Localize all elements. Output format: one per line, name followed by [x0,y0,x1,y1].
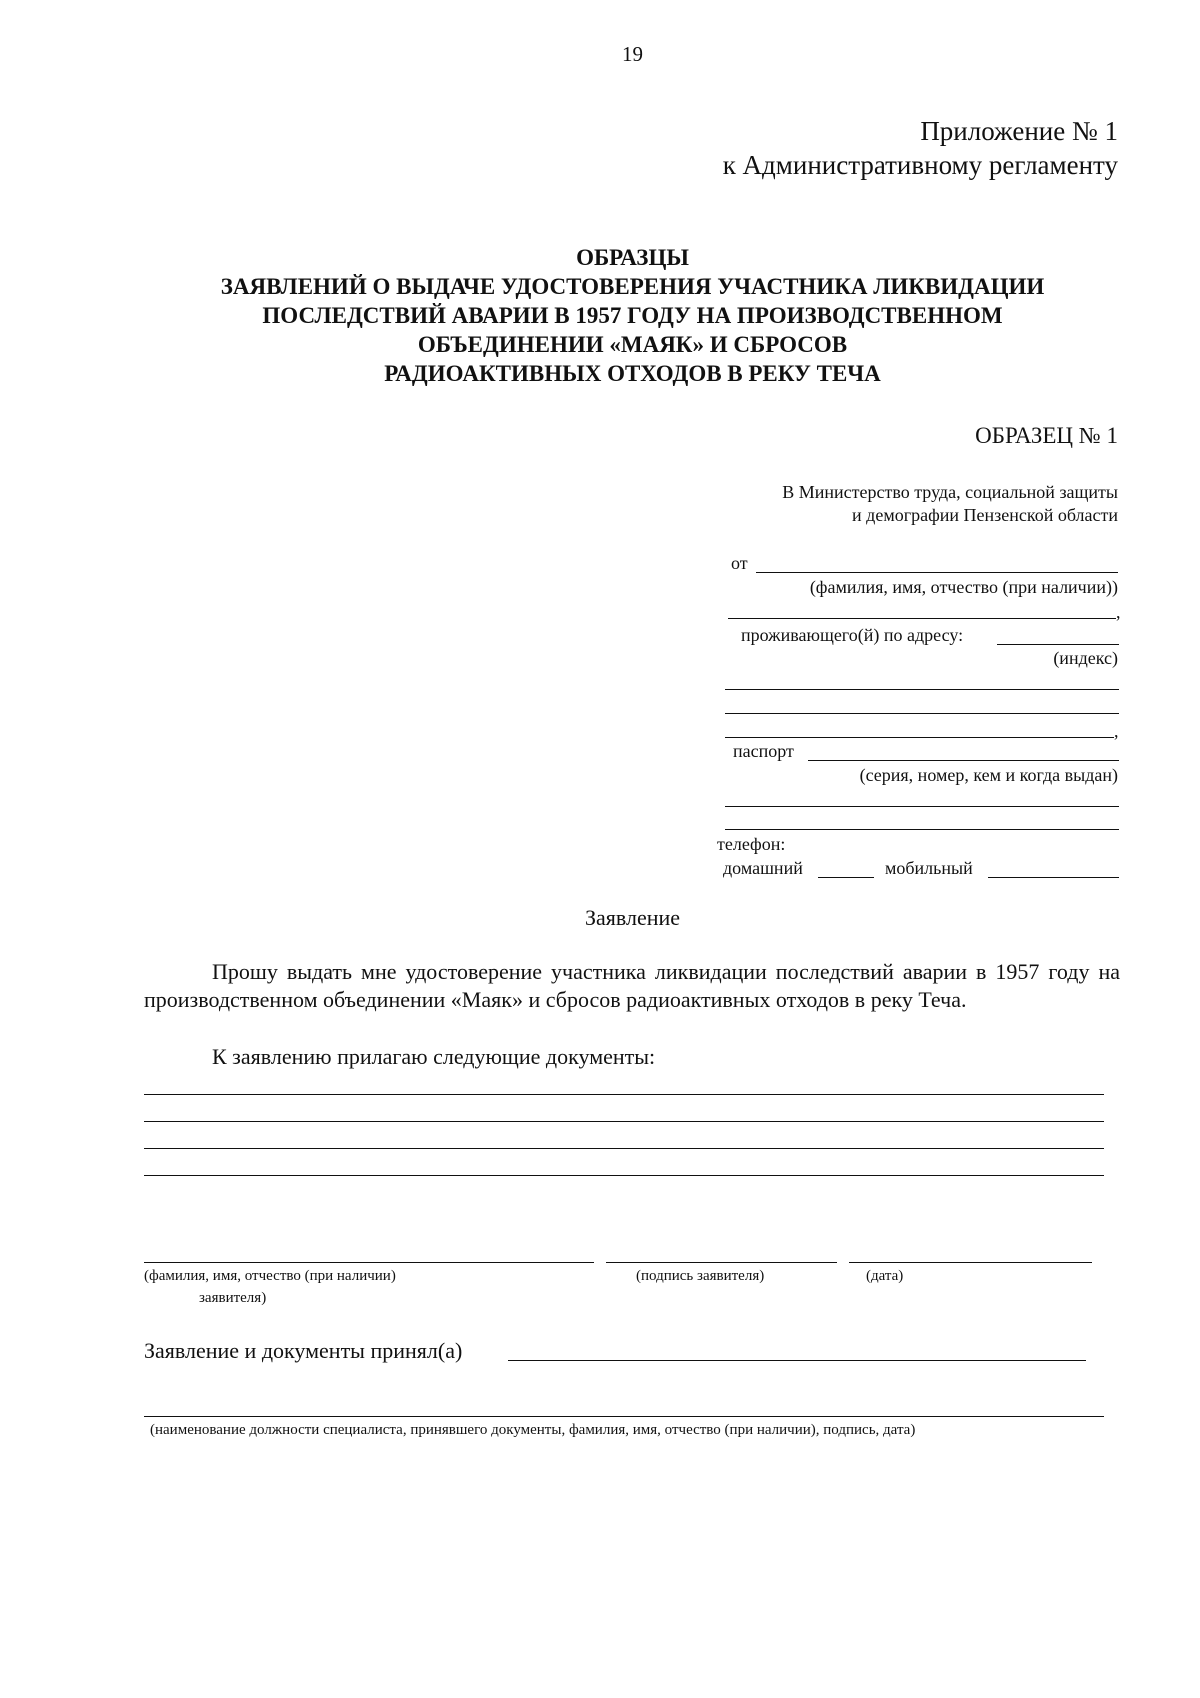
index-hint: (индекс) [1053,648,1118,668]
page-number: 19 [622,42,643,66]
sample-number: ОБРАЗЕЦ № 1 [975,423,1118,448]
acceptance-field[interactable] [508,1360,1086,1361]
signature-hint: (подпись заявителя) [636,1268,765,1284]
documents-field-2[interactable] [144,1121,1104,1122]
mobile-phone-field[interactable] [988,877,1119,878]
heading-line-2: ЗАЯВЛЕНИЙ О ВЫДАЧЕ УДОСТОВЕРЕНИЯ УЧАСТНИКА ЛИКВИДАЦИИ [220,274,1045,299]
appendix-title: Приложение № 1 [920,116,1118,146]
acceptance-label: Заявление и документы принял(а) [144,1338,463,1363]
heading-line-4: ОБЪЕДИНЕНИИ «МАЯК» И СБРОСОВ [417,332,848,357]
date-field[interactable] [849,1262,1092,1263]
passport-field-2[interactable] [725,806,1119,807]
address-field-3[interactable] [725,737,1114,738]
passport-label: паспорт [733,741,794,761]
statement-paragraph: Прошу выдать мне удостоверение участника ликвидации последствий аварии в 1957 году на производственном объединении «Маяк» и сбросов радиоактивных отходов в реку Теча. [144,959,1120,1012]
appendix-subtitle: к Административному регламенту [722,150,1118,180]
date-hint: (дата) [866,1268,904,1284]
documents-field-3[interactable] [144,1148,1104,1149]
applicant-name-field[interactable] [756,572,1118,573]
documents-field-4[interactable] [144,1175,1104,1176]
from-label: от [731,553,748,573]
applicant-fio-hint-2: заявителя) [199,1290,267,1306]
comma-mark: , [1114,721,1119,741]
applicant-fio-field[interactable] [144,1262,594,1263]
addressee-line-1: В Министерство труда, социальной защиты [782,482,1118,502]
phone-label: телефон: [717,834,786,854]
mobile-phone-label: мобильный [885,858,973,878]
documents-paragraph: К заявлению прилагаю следующие документы: [212,1044,656,1069]
acceptance-details-field[interactable] [144,1416,1104,1417]
heading-line-3: ПОСЛЕДСТВИЙ АВАРИИ В 1957 ГОДУ НА ПРОИЗВОДСТВЕННОМ [262,303,1003,328]
applicant-name-field-2[interactable] [728,618,1116,619]
statement-title: Заявление [584,905,681,930]
passport-field-3[interactable] [725,829,1119,830]
address-field-1[interactable] [725,689,1119,690]
addressee-line-2: и демографии Пензенской области [852,505,1118,525]
acceptance-hint: (наименование должности специалиста, принявшего документы, фамилия, имя, отчество (при наличии), подпись, дата) [150,1422,916,1438]
documents-field-1[interactable] [144,1094,1104,1095]
passport-hint: (серия, номер, кем и когда выдан) [859,765,1118,785]
applicant-signature-field[interactable] [606,1262,837,1263]
address-field-2[interactable] [725,713,1119,714]
heading-line-1: ОБРАЗЦЫ [576,245,689,270]
heading-line-5: РАДИОАКТИВНЫХ ОТХОДОВ В РЕКУ ТЕЧА [384,361,881,386]
passport-field[interactable] [808,760,1119,761]
postal-index-field[interactable] [997,644,1119,645]
address-label: проживающего(й) по адресу: [741,625,964,645]
applicant-fio-hint: (фамилия, имя, отчество (при наличии) [144,1268,396,1284]
home-phone-field[interactable] [818,877,874,878]
comma-mark: , [1116,602,1121,622]
home-phone-label: домашний [723,858,803,878]
fio-hint: (фамилия, имя, отчество (при наличии)) [809,577,1118,597]
